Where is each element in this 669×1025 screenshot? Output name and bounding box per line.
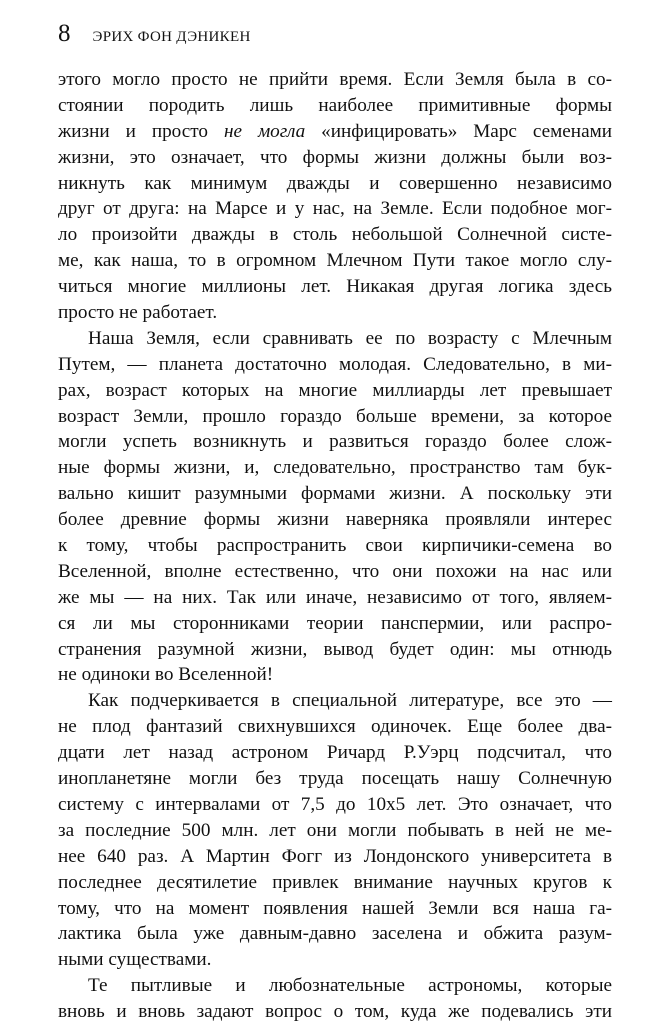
text-line: к тому, чтобы распространить свои кирпичики-семена во <box>58 535 612 557</box>
running-head <box>58 20 251 50</box>
text-line: могли успеть возникнуть и развиться гораздо более слож- <box>58 431 612 453</box>
text-line: ме, как наша, то в огромном Млечном Пути такое могло слу- <box>58 250 612 272</box>
paragraph <box>58 973 612 1025</box>
text-line: инопланетяне могли без труда посещать нашу Солнечную <box>58 768 612 790</box>
text-line: вально кишит разумными формами жизни. А поскольку эти <box>58 483 612 505</box>
emphasis: не могла <box>223 120 306 142</box>
text-line: Наша Земля, если сравнивать ее по возрасту с Млечным <box>88 327 612 349</box>
text-line: не плод фантазий свихнувшихся одиночек. Еще более два- <box>58 716 612 738</box>
text-line: рах, возраст которых на многие миллиарды лет превышает <box>58 379 612 401</box>
text-line: нее 640 раз. А Мартин Фогг из Лондонского университета в <box>58 845 612 867</box>
text-line: читься многие миллионы лет. Никакая другая логика здесь <box>58 276 612 298</box>
text-line: никнуть как минимум дважды и совершенно независимо <box>58 172 612 194</box>
text-line: вновь и вновь задают вопрос о том, куда же подевались эти <box>58 1001 612 1023</box>
text-line: этого могло просто не прийти время. Если Земля была в со- <box>58 69 612 90</box>
page-number: 8 <box>58 20 71 47</box>
text-line: жизни, это означает, что формы жизни должны были воз- <box>58 146 612 168</box>
text-line: друг от друга: на Марсе и у нас, на Земле. Если подобное мог- <box>58 198 612 220</box>
text-line: Как подчеркивается в специальной литературе, все это — <box>88 690 612 712</box>
body-text <box>58 67 612 1025</box>
paragraph <box>58 688 612 973</box>
text-line: более древние формы жизни наверняка проявляли интерес <box>58 509 612 531</box>
text-line: ные формы жизни, и, следовательно, пространство там бук- <box>58 457 612 479</box>
text-line: за последние 500 млн. лет они могли побывать в ней не ме- <box>58 819 612 841</box>
text-line: просто не работает. <box>58 302 218 324</box>
running-head-author: ЭРИХ ФОН ДЭНИКЕН <box>92 29 251 45</box>
paragraph <box>58 326 612 688</box>
text-line: последнее десятилетие привлек внимание научных кругов к <box>58 871 612 893</box>
text-line: ся ли мы сторонниками теории панспермии, или распро- <box>58 612 612 634</box>
text-line: ными существами. <box>58 949 212 971</box>
text-line: не одиноки во Вселенной! <box>58 664 274 686</box>
text-line: тому, что на момент появления нашей Земли вся наша га- <box>58 897 612 919</box>
text-line: дцати лет назад астроном Ричард Р.Уэрц подсчитал, что <box>58 742 612 764</box>
text-line: жизни и просто не могла «инфицировать» Марс семенами <box>58 120 612 142</box>
paragraph <box>58 67 612 326</box>
text-line: Те пытливые и любознательные астрономы, которые <box>88 975 612 997</box>
text-line: возраст Земли, прошло гораздо больше времени, за которое <box>58 405 612 427</box>
text-line: систему с интервалами от 7,5 до 10x5 лет. Это означает, что <box>58 793 612 815</box>
text-line: же мы — на них. Так или иначе, независимо от того, являем- <box>58 586 612 608</box>
text-line: лактика была уже давным-давно заселена и обжита разум- <box>58 923 612 945</box>
text-line: ло произойти дважды в столь небольшой Солнечной систе- <box>58 224 612 246</box>
text-line: Вселенной, вполне естественно, что они похожи на нас или <box>58 560 612 582</box>
text-line: Путем, — планета достаточно молодая. Следовательно, в ми- <box>58 353 612 375</box>
text-line: странения разумной жизни, вывод будет один: мы отнюдь <box>58 638 612 660</box>
text-line: стоянии породить лишь наиболее примитивные формы <box>58 94 612 116</box>
